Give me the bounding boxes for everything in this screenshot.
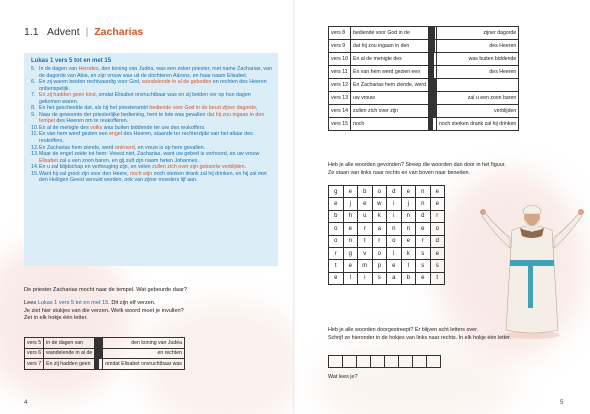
fill-in-row bbox=[25, 359, 185, 370]
chapter-topic: Zacharias bbox=[94, 26, 144, 38]
verse-fragment-before: noch bbox=[351, 118, 429, 131]
grid-letter[interactable]: b bbox=[401, 272, 416, 284]
verse-fragment-before: zullen zich over zijn bbox=[351, 105, 429, 118]
verse-text bbox=[39, 66, 272, 79]
grid-letter[interactable]: n bbox=[387, 223, 402, 235]
answer-letter-boxes[interactable] bbox=[328, 355, 441, 368]
grid-letter[interactable]: j bbox=[401, 198, 416, 210]
verse-label: vers 5 bbox=[25, 338, 44, 349]
highlighted-phrase: engel bbox=[109, 131, 123, 138]
verse-fragment-after bbox=[436, 79, 518, 92]
verse-fragment-after: en rechten bbox=[103, 348, 185, 359]
verse-fragment: noch sterken drank zal hij drinken, en hij zal met den Heiligen Geest vervuld worden, ook van zijner moeders lijf aan. bbox=[39, 170, 267, 184]
verse-fragment-after: was buiten biddende bbox=[436, 53, 518, 66]
grid-letter[interactable]: e bbox=[329, 198, 344, 210]
grid-row bbox=[329, 198, 445, 210]
grid-letter[interactable]: r bbox=[372, 235, 387, 247]
grid-letter[interactable]: n bbox=[416, 186, 431, 198]
highlighted-phrase: Elisabet bbox=[39, 157, 58, 164]
verse-fragment: des Heeren, staande ter rechterzijde van het altaar des reukoffers. bbox=[39, 131, 253, 145]
verse-label: vers 9 bbox=[329, 40, 351, 53]
verse-text bbox=[39, 151, 272, 164]
fill-in-table bbox=[24, 337, 185, 370]
grid-letter[interactable]: o bbox=[372, 186, 387, 198]
verse-fragment-before: uw vrouw bbox=[351, 92, 429, 105]
verse-label: vers 11 bbox=[329, 66, 351, 79]
fill-in-row bbox=[329, 92, 519, 105]
grid-row bbox=[329, 186, 445, 198]
grid-letter[interactable]: e bbox=[430, 186, 445, 198]
verse-fragment-before: dat hij zou ingaan in den bbox=[351, 40, 429, 53]
verse-number: 6. bbox=[31, 79, 36, 86]
fill-in-table bbox=[328, 26, 519, 131]
verse-text bbox=[39, 131, 272, 144]
verse-label: vers 10 bbox=[329, 53, 351, 66]
verse bbox=[31, 171, 272, 184]
grid-letter[interactable]: g bbox=[343, 247, 358, 259]
grid-letter[interactable]: s bbox=[430, 260, 445, 272]
fill-in-row bbox=[329, 79, 519, 92]
verse-fragment-before: En zij hadden geen bbox=[44, 359, 95, 370]
verse-fragment: En u zal blijdschap en verheuging zijn, en velen bbox=[39, 164, 153, 171]
verse-fragment: Want hij zal groot zijn voor den Heere, bbox=[39, 170, 131, 177]
verse bbox=[31, 131, 272, 144]
grid-letter[interactable]: o bbox=[372, 247, 387, 259]
answer-letter-box[interactable] bbox=[399, 356, 413, 368]
verse-fragment: was buiten biddende ter ure des reukoffers. bbox=[102, 124, 206, 131]
answer-letter-box[interactable] bbox=[413, 356, 427, 368]
verse-fragment: En van hem werd gezien een bbox=[39, 131, 110, 138]
grid-letter[interactable]: o bbox=[329, 235, 344, 247]
verse-label: vers 7 bbox=[25, 359, 44, 370]
verse-fragment: Naar de gewoonte der priesterlijke bediening, hem te lote was gevallen bbox=[39, 111, 207, 118]
verse-fragment: , en vreze is op hem gevallen. bbox=[134, 144, 206, 151]
verse-fragment: En het geschiedde dat, als hij het priesterambt bbox=[39, 105, 150, 112]
bible-text-box bbox=[24, 53, 278, 266]
verse-fragment: en rechten des Heeren onberispelijk. bbox=[39, 79, 267, 92]
grid-letter[interactable]: t bbox=[329, 260, 344, 272]
verse bbox=[31, 151, 272, 164]
verse-fragment-before: bediende voor God in de bbox=[351, 27, 429, 40]
verse-label: vers 13 bbox=[329, 92, 351, 105]
grid-letter[interactable]: e bbox=[430, 198, 445, 210]
grid-letter[interactable]: s bbox=[416, 260, 431, 272]
fill-in-row bbox=[329, 118, 519, 131]
highlighted-phrase: ontroerd bbox=[114, 144, 135, 151]
grid-letter[interactable]: e bbox=[430, 247, 445, 259]
verse-fragment: , omdat Elisabet onvruchtbaar was en zij beiden ver op hun dagen gekomen waren. bbox=[39, 92, 251, 105]
verse-number: 8. bbox=[31, 105, 36, 112]
highlighted-phrase: dat hij zou ingaan in den tempel bbox=[39, 111, 265, 125]
verse-fragment: . bbox=[244, 164, 247, 171]
grid-letter[interactable]: n bbox=[401, 210, 416, 222]
verse-fragment-after: zijner dagorde bbox=[436, 27, 518, 40]
fill-in-row bbox=[25, 348, 185, 359]
highlighted-phrase: bediende voor God in de beurt zijner dagorde bbox=[149, 105, 257, 112]
grid-letter[interactable]: v bbox=[358, 247, 373, 259]
grid-letter[interactable]: r bbox=[329, 247, 344, 259]
fill-in-row bbox=[25, 338, 185, 349]
instruction-suffix: . Dit zijn elf verzen. bbox=[108, 300, 156, 306]
grid-row bbox=[329, 223, 445, 235]
verse-number: 9. bbox=[31, 111, 36, 118]
grid-row bbox=[329, 272, 445, 284]
highlighted-phrase: volks bbox=[90, 124, 103, 131]
verse-number: 11. bbox=[31, 131, 38, 138]
verse-number: 13. bbox=[31, 151, 39, 158]
word-search-grid bbox=[328, 185, 445, 285]
grid-letter[interactable]: u bbox=[358, 210, 373, 222]
grid-letter[interactable]: e bbox=[401, 235, 416, 247]
highlighted-phrase: zullen zich over zijn geboorte verblijden bbox=[152, 164, 245, 171]
verse-text bbox=[39, 112, 272, 125]
grid-letter[interactable]: l bbox=[343, 272, 358, 284]
grid-letter[interactable]: l bbox=[401, 260, 416, 272]
verse-number: 15. bbox=[31, 170, 39, 177]
grid-letter[interactable]: s bbox=[372, 272, 387, 284]
highlighted-phrase: wandelende in al de geboden bbox=[142, 79, 212, 86]
fill-in-row bbox=[329, 27, 519, 40]
grid-letter[interactable]: e bbox=[401, 186, 416, 198]
header-separator: | bbox=[85, 26, 89, 38]
instruction-reference: Lukas 1 vers 5 tot en met 15 bbox=[37, 300, 109, 306]
grid-letter[interactable]: e bbox=[343, 260, 358, 272]
verse-fragment: , den koning van Judéa, was een zeker priester, met name Zacharias, van de dagorde van Abia, en zijn vrouw was uit de dochteren Aärons, en haar naam Elisabet. bbox=[39, 66, 272, 79]
answer-letter-box[interactable] bbox=[427, 356, 441, 368]
leftover-instruction-1: Heb je alle woorden doorgestreept? Er blijven acht letters over. bbox=[328, 327, 479, 333]
grid-letter[interactable]: a bbox=[387, 272, 402, 284]
grid-letter[interactable]: p bbox=[372, 260, 387, 272]
fill-in-row bbox=[329, 40, 519, 53]
what-do-you-read: Wat lees je? bbox=[328, 374, 358, 380]
instruction-fill: Je ziet hier stukjes van die verzen. Welk woord moet je invullen? bbox=[24, 307, 184, 314]
grid-letter[interactable]: h bbox=[343, 210, 358, 222]
chapter-header bbox=[24, 26, 143, 38]
fill-in-row bbox=[329, 66, 519, 79]
verse-number: 5. bbox=[31, 66, 36, 72]
verse-text bbox=[39, 79, 272, 92]
verse-number: 7. bbox=[31, 92, 36, 99]
grid-letter[interactable]: o bbox=[430, 223, 445, 235]
verse bbox=[31, 66, 272, 79]
grid-letter[interactable]: i bbox=[358, 272, 373, 284]
grid-row bbox=[329, 260, 445, 272]
verse-number: 12. bbox=[31, 144, 39, 151]
grid-letter[interactable]: k bbox=[401, 247, 416, 259]
verse-fragment-before: En al de menigte des bbox=[351, 53, 429, 66]
verse-fragment: En Zacharias hem ziende, werd bbox=[39, 144, 115, 151]
fill-in-row bbox=[329, 53, 519, 66]
verse-fragment: zal u een zoon baren, en gij zult zijn naam heten Johannes. bbox=[57, 157, 199, 164]
highlighted-phrase: En zij hadden geen kind bbox=[39, 92, 96, 99]
leftover-instruction-2: Schrijf ze hieronder in de hokjes van links naar rechts. In elk hokje één letter. bbox=[328, 335, 512, 341]
grid-letter[interactable]: s bbox=[416, 247, 431, 259]
chapter-title: Advent bbox=[46, 26, 80, 38]
verse-text bbox=[39, 92, 272, 105]
grid-letter[interactable]: j bbox=[343, 198, 358, 210]
page-number-left: 4 bbox=[24, 400, 28, 406]
grid-letter[interactable]: t bbox=[358, 235, 373, 247]
grid-letter[interactable]: e bbox=[416, 223, 431, 235]
grid-row bbox=[329, 247, 445, 259]
grid-letter[interactable]: d bbox=[387, 186, 402, 198]
grid-letter[interactable]: l bbox=[387, 247, 402, 259]
grid-letter[interactable]: e bbox=[343, 223, 358, 235]
verse-fragment-after: den koning van Judéa bbox=[103, 338, 185, 349]
grid-letter[interactable]: n bbox=[401, 223, 416, 235]
verse-fragment-before: En van hem werd gezien een bbox=[351, 66, 429, 79]
verse-text bbox=[39, 171, 272, 184]
verse-fragment-after: des Heeren bbox=[436, 40, 518, 53]
verse-number: 10. bbox=[31, 124, 39, 131]
answer-letter-box[interactable] bbox=[371, 356, 385, 368]
grid-letter[interactable]: m bbox=[358, 260, 373, 272]
grid-letter[interactable]: e bbox=[416, 272, 431, 284]
verse-fragment-after: verblijden bbox=[436, 105, 518, 118]
highlighted-phrase: Herodes bbox=[78, 66, 99, 72]
grid-letter[interactable]: n bbox=[343, 235, 358, 247]
verse bbox=[31, 92, 272, 105]
grid-letter[interactable]: r bbox=[416, 235, 431, 247]
grid-letter[interactable]: e bbox=[358, 198, 373, 210]
grid-letter[interactable]: r bbox=[430, 210, 445, 222]
verse-fragment: des Heeren om te reukofferen. bbox=[54, 118, 129, 125]
highlighted-phrase: noch wijn bbox=[130, 170, 153, 177]
verse-fragment: In de dagen van bbox=[39, 66, 79, 72]
search-instruction-2: Ze staan van links naar rechts en van boven naar beneden. bbox=[328, 170, 471, 176]
search-instruction-1: Heb je alle woorden gevonden? Streep die woorden dan door in het figuur. bbox=[328, 162, 506, 168]
verse-list bbox=[31, 66, 272, 184]
verse-fragment-after: des Heeren bbox=[436, 66, 518, 79]
chapter-number: 1.1 bbox=[24, 26, 39, 38]
verse-fragment-before: En Zacharias hem ziende, werd bbox=[351, 79, 429, 92]
verse-label: vers 12 bbox=[329, 79, 351, 92]
grid-letter[interactable]: o bbox=[387, 235, 402, 247]
grid-letter[interactable]: i bbox=[387, 210, 402, 222]
fill-in-row bbox=[329, 105, 519, 118]
grid-row bbox=[329, 235, 445, 247]
answer-row bbox=[329, 356, 441, 368]
grid-letter[interactable]: b bbox=[329, 210, 344, 222]
grid-letter[interactable]: w bbox=[372, 198, 387, 210]
verse-label: vers 6 bbox=[25, 348, 44, 359]
grid-letter[interactable]: o bbox=[329, 223, 344, 235]
grid-letter[interactable]: i bbox=[387, 198, 402, 210]
answer-letter-box[interactable] bbox=[343, 356, 357, 368]
answer-letter-box[interactable] bbox=[329, 356, 343, 368]
grid-letter[interactable]: k bbox=[372, 210, 387, 222]
verse-label: vers 15 bbox=[329, 118, 351, 131]
bible-reference: Lukas 1 vers 5 tot en met 15 bbox=[31, 58, 112, 64]
grid-letter[interactable]: e bbox=[387, 260, 402, 272]
verse-fragment-after: omdat Elisabet onvruchtbaar was bbox=[103, 359, 185, 370]
instruction-letter: Zet in elk hokje één letter. bbox=[24, 315, 88, 321]
verse-label: vers 8 bbox=[329, 27, 351, 40]
verse-label: vers 14 bbox=[329, 105, 351, 118]
instruction-prefix: Lees bbox=[24, 300, 38, 306]
question-intro: De priester Zacharias mocht naar de tempel. Wat gebeurde daar? bbox=[24, 287, 188, 293]
grid-row bbox=[329, 210, 445, 222]
grid-letter[interactable]: e bbox=[329, 272, 344, 284]
verse-number: 14. bbox=[31, 164, 39, 171]
answer-letter-box[interactable] bbox=[357, 356, 371, 368]
grid-letter[interactable]: a bbox=[372, 223, 387, 235]
verse-fragment: En zij waren beiden rechtvaardig voor God, bbox=[39, 79, 143, 86]
verse-fragment: En al de menigte des bbox=[39, 124, 91, 131]
grid-letter[interactable]: r bbox=[358, 223, 373, 235]
verse-fragment-before: in de dagen van bbox=[44, 338, 95, 349]
verse-fragment: , bbox=[256, 105, 258, 112]
verse bbox=[31, 79, 272, 92]
grid-letter[interactable]: d bbox=[430, 235, 445, 247]
grid-letter[interactable]: t bbox=[430, 272, 445, 284]
verse-fragment-after: zal u een zoon baren bbox=[436, 92, 518, 105]
instruction-read bbox=[24, 300, 156, 307]
verse-fragment: Maar de engel zeide tot hem: Vreest niet, Zacharias, want uw gebed is verhoord, en uw vrouw bbox=[39, 151, 260, 158]
verse-fragment-after: noch sterken drank zal hij drinken bbox=[436, 118, 518, 131]
grid-letter[interactable]: g bbox=[329, 186, 344, 198]
answer-letter-box[interactable] bbox=[385, 356, 399, 368]
grid-letter[interactable]: b bbox=[358, 186, 373, 198]
grid-letter[interactable]: e bbox=[343, 186, 358, 198]
grid-letter[interactable]: d bbox=[416, 210, 431, 222]
priest-illustration bbox=[480, 190, 584, 340]
page-number-right: 5 bbox=[560, 400, 564, 406]
grid-letter[interactable]: n bbox=[416, 198, 431, 210]
verse bbox=[31, 112, 272, 125]
verse-fragment-before: wandelende in al de bbox=[44, 348, 95, 359]
